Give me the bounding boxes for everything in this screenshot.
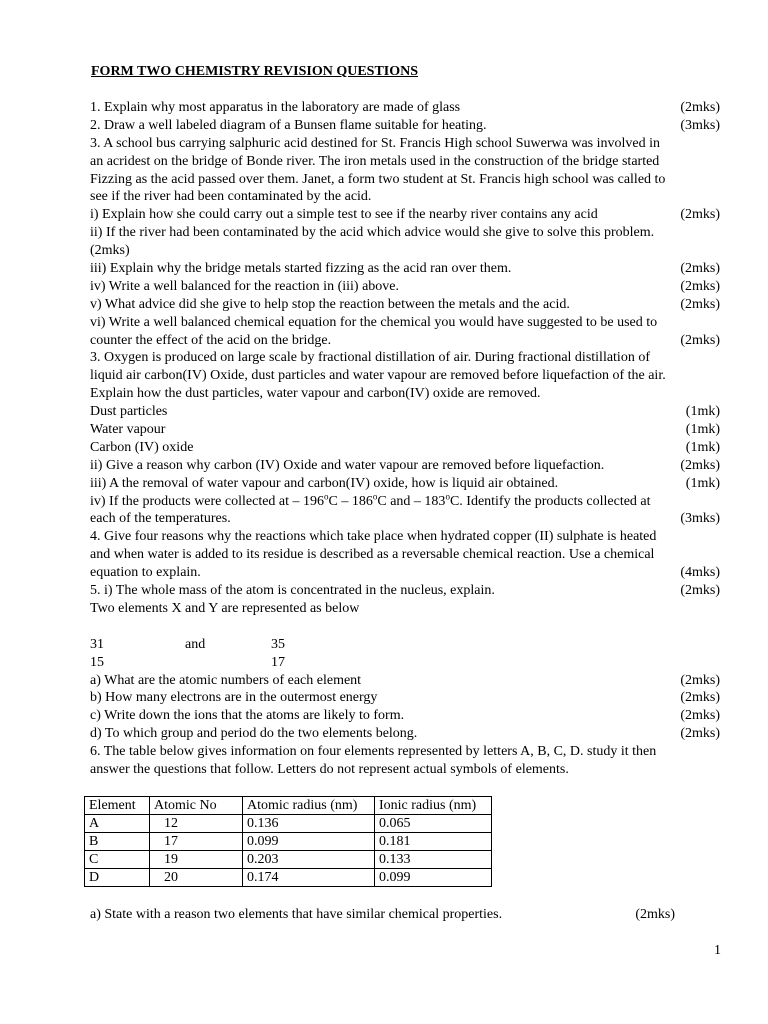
question-text: Two elements X and Y are represented as below	[90, 600, 360, 616]
question-line	[90, 296, 720, 314]
question-line	[90, 403, 720, 421]
question-line	[90, 385, 720, 403]
table-cell: D	[85, 869, 150, 887]
table-header-cell: Ionic radius (nm)	[375, 797, 492, 815]
question-line	[90, 546, 720, 564]
question-line	[90, 99, 720, 117]
question-block-b	[90, 510, 720, 617]
table-cell: 20	[150, 869, 243, 887]
marks-label: (2mks)	[680, 708, 720, 724]
question-line	[90, 188, 720, 206]
question-text: an acridest on the bridge of Bonde river. The iron metals used in the construction of the bridge started	[90, 153, 660, 169]
question-text: Explain how the dust particles, water vapour and carbon(IV) oxide are removed.	[90, 386, 541, 402]
table-row	[85, 815, 492, 833]
marks-label: (2mks)	[680, 332, 720, 348]
question-text: 5. i) The whole mass of the atom is concentrated in the nucleus, explain.	[90, 583, 495, 599]
question-text: iii) A the removal of water vapour and carbon(IV) oxide, how is liquid air obtained.	[90, 475, 559, 491]
question-text: see if the river had been contaminated by the acid.	[90, 189, 372, 205]
marks-label: (3mks)	[680, 511, 720, 527]
table-cell: 0.133	[375, 851, 492, 869]
question-lines	[90, 99, 720, 779]
marks-label: (2mks)	[635, 907, 675, 922]
question-line	[90, 117, 720, 135]
question-text: 1. Explain why most apparatus in the laboratory are made of glass	[90, 100, 461, 115]
question-line	[90, 349, 720, 367]
marks-label: (1mk)	[685, 475, 720, 491]
degree-sign: o	[445, 490, 450, 501]
table-cell: A	[85, 815, 150, 833]
question-line	[90, 475, 720, 493]
nuclide-atomic-row	[90, 654, 720, 672]
table-header-cell: Element	[85, 797, 150, 815]
temps-text-mid1: C – 186	[328, 493, 373, 509]
question-line	[90, 242, 720, 260]
question-text: 2. Draw a well labeled diagram of a Bunsen flame suitable for heating.	[90, 117, 487, 133]
question-text: iii) Explain why the bridge metals started fizzing as the acid ran over them.	[90, 261, 512, 277]
question-block-c	[90, 672, 720, 779]
question-line	[90, 224, 720, 242]
nuclide-mass-row	[90, 636, 720, 654]
question-text: Carbon (IV) oxide	[90, 439, 194, 455]
question-line	[90, 528, 720, 546]
question-text: each of the temperatures.	[90, 511, 231, 527]
and-label: and	[185, 636, 206, 652]
marks-label: (2mks)	[680, 457, 720, 473]
degree-sign: o	[372, 490, 378, 501]
table-cell: 12	[150, 815, 243, 833]
question-text: ii) If the river had been contaminated by the acid which advice would she give to solve this problem.	[90, 225, 655, 241]
marks-label: (2mks)	[680, 278, 720, 294]
temps-text-post: C. Identify the products collected at	[449, 493, 651, 509]
question-line-after-table	[90, 906, 675, 924]
question-line	[90, 260, 720, 278]
question-line	[90, 689, 720, 707]
question-line	[90, 367, 720, 385]
marks-label: (1mk)	[685, 439, 720, 455]
marks-label: (4mks)	[680, 565, 720, 581]
marks-label: (2mks)	[680, 726, 720, 742]
table-cell: 0.136	[243, 815, 375, 833]
question-line	[90, 725, 720, 743]
degree-sign: o	[324, 490, 329, 501]
question-text: Dust particles	[90, 404, 168, 420]
question-line	[90, 153, 720, 171]
question-text: liquid air carbon(IV) Oxide, dust particles and water vapour are removed before liquefaction of the air.	[90, 368, 666, 384]
question-line	[90, 421, 720, 439]
question-line	[90, 457, 720, 475]
marks-label: (2mks)	[680, 672, 720, 688]
x-mass-number: 31	[90, 636, 104, 652]
y-mass-number: 35	[271, 636, 285, 652]
question-text: ii) Give a reason why carbon (IV) Oxide and water vapour are removed before liquefaction.	[90, 457, 605, 473]
marks-label: (2mks)	[680, 690, 720, 706]
question-text: c) Write down the ions that the atoms are likely to form.	[90, 708, 405, 724]
table-cell: 0.065	[375, 815, 492, 833]
question-line	[90, 278, 720, 296]
page-title: FORM TWO CHEMISTRY REVISION QUESTIONS	[91, 64, 419, 79]
page-number: 1	[714, 943, 721, 958]
table-row	[85, 869, 492, 887]
y-atomic-number: 17	[271, 654, 285, 670]
question-line	[90, 582, 720, 600]
question-text: Fizzing as the acid passed over them. Janet, a form two student at St. Francis high school was called to	[90, 171, 666, 187]
question-text: 4. Give four reasons why the reactions which take place when hydrated copper (II) sulphate is heated	[90, 529, 657, 545]
elements-table	[84, 796, 492, 887]
marks-label: (2mks)	[680, 296, 720, 312]
table-cell: 0.174	[243, 869, 375, 887]
table-cell: 0.099	[375, 869, 492, 887]
question-line	[90, 171, 720, 189]
table-row	[85, 833, 492, 851]
temps-text-pre: iv) If the products were collected at – 196	[90, 493, 325, 509]
question-text: v) What advice did she give to help stop the reaction between the metals and the acid.	[90, 296, 570, 312]
question-line	[90, 707, 720, 725]
question-text: answer the questions that follow. Letters do not represent actual symbols of elements.	[90, 761, 569, 777]
marks-label: (2mks)	[680, 207, 720, 223]
question-text: and when water is added to its residue is described as a reversable chemical reaction. Use a chemical	[90, 547, 655, 563]
question-line	[90, 314, 720, 332]
question-text: a) State with a reason two elements that have similar chemical properties.	[90, 907, 503, 922]
question-text: iv) Write a well balanced for the reaction in (iii) above.	[90, 278, 399, 294]
table-cell: 19	[150, 851, 243, 869]
question-text: i) Explain how she could carry out a simple test to see if the nearby river contains any acid	[90, 207, 598, 223]
question-line	[90, 743, 720, 761]
table-body	[85, 815, 492, 887]
table-header-cell: Atomic radius (nm)	[243, 797, 375, 815]
question-line	[90, 600, 720, 618]
table-cell: 0.181	[375, 833, 492, 851]
question-text: counter the effect of the acid on the bridge.	[90, 332, 332, 348]
question-text: 3. A school bus carrying salphuric acid destined for St. Francis High school Suwerwa was involved in	[90, 135, 661, 151]
question-block-a	[90, 99, 720, 493]
marks-label: (2mks)	[680, 261, 720, 277]
question-line	[90, 672, 720, 690]
question-text: Water vapour	[90, 422, 166, 438]
question-text: d) To which group and period do the two elements belong.	[90, 726, 418, 742]
marks-label: (1mk)	[685, 422, 720, 438]
temps-text-mid2: C and – 183	[377, 493, 446, 509]
question-text: equation to explain.	[90, 565, 201, 581]
table-cell: B	[85, 833, 150, 851]
question-text: vi) Write a well balanced chemical equation for the chemical you would have suggested to be used to	[90, 314, 658, 330]
marks-label: (2mks)	[680, 583, 720, 599]
table-cell: 17	[150, 833, 243, 851]
marks-label: (3mks)	[680, 117, 720, 133]
question-text: b) How many electrons are in the outermost energy	[90, 690, 378, 706]
question-line	[90, 761, 720, 779]
question-line	[90, 564, 720, 582]
table-header-cell: Atomic No	[150, 797, 243, 815]
table-row	[85, 851, 492, 869]
blank-line	[90, 618, 720, 636]
table-cell: C	[85, 851, 150, 869]
question-line	[90, 439, 720, 457]
question-text: 6. The table below gives information on four elements represented by letters A, B, C, D. study it then	[90, 744, 657, 760]
x-atomic-number: 15	[90, 654, 104, 670]
question-line	[90, 510, 720, 528]
question-line-temperatures	[90, 490, 720, 511]
question-text: a) What are the atomic numbers of each element	[90, 672, 362, 688]
question-line	[90, 332, 720, 350]
question-line	[90, 135, 720, 153]
question-text: (2mks)	[90, 243, 130, 259]
marks-label: (2mks)	[680, 100, 720, 115]
table-cell: 0.203	[243, 851, 375, 869]
marks-label: (1mk)	[685, 404, 720, 420]
question-line	[90, 206, 720, 224]
table-cell: 0.099	[243, 833, 375, 851]
question-text: 3. Oxygen is produced on large scale by fractional distillation of air. During fractional distillation of	[90, 350, 650, 366]
table-header-row	[85, 797, 492, 815]
